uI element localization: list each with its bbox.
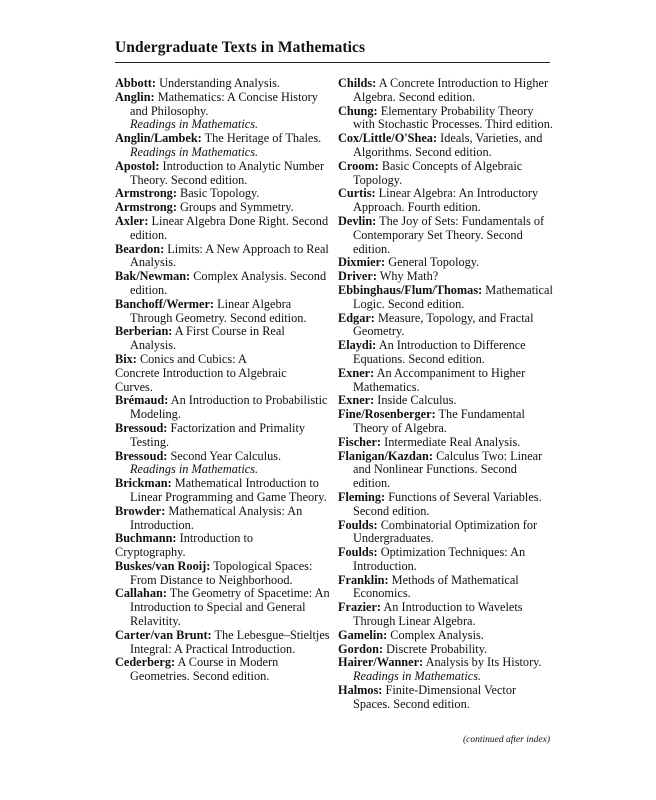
list-item [338, 450, 553, 491]
book-title-continued: Concrete Introduction to Algebraic [115, 365, 287, 380]
book-title: Elementary Probability Theory with Stochastic Processes. Third edition. [353, 103, 553, 132]
list-item [338, 284, 553, 312]
list-item [338, 187, 553, 215]
list-item [115, 298, 330, 326]
book-title-continued: Cryptography. [115, 545, 186, 560]
book-author: Bak/Newman: [115, 269, 191, 284]
book-author: Anglin: [115, 89, 155, 104]
book-author: Exner: [338, 393, 375, 408]
book-title: Linear Algebra: An Introductory Approach. Fourth edition. [353, 186, 539, 215]
book-author: Halmos: [338, 683, 383, 698]
list-item [338, 519, 553, 547]
list-item [338, 601, 553, 629]
book-entry [338, 367, 553, 395]
list-item [338, 408, 553, 436]
book-author: Berberian: [115, 324, 173, 339]
book-author: Foulds: [338, 517, 378, 532]
book-title: Finite-Dimensional Vector Spaces. Second edition. [353, 683, 517, 711]
book-entry [115, 587, 330, 628]
book-author: Driver: [338, 269, 377, 284]
book-entry [115, 450, 330, 464]
book-entry [115, 201, 330, 215]
right-column [338, 77, 553, 712]
book-author: Banchoff/Wermer: [115, 296, 215, 311]
book-title: Discrete Probability. [386, 641, 488, 656]
book-entry [338, 643, 553, 657]
book-entry [115, 394, 330, 422]
book-entry [115, 629, 330, 657]
book-author: Fine/Rosenberger: [338, 407, 436, 422]
book-title: Mathematics: A Concise History and Philosophy. [130, 89, 318, 118]
book-author: Buchmann: [115, 531, 177, 546]
book-title-continued: Curves. [115, 379, 153, 394]
book-entry [338, 394, 553, 408]
book-title: The Fundamental Theory of Algebra. [353, 407, 525, 435]
book-entry [338, 574, 553, 602]
book-entry [115, 325, 330, 353]
list-item [115, 132, 330, 160]
list-item [338, 256, 553, 270]
book-entry [338, 684, 553, 712]
book-title: Topological Spaces: From Distance to Neighborhood. [130, 558, 313, 587]
book-title: Why Math? [379, 269, 439, 284]
list-item [115, 477, 330, 505]
list-item [115, 91, 330, 132]
list-item [338, 684, 553, 712]
book-entry [338, 215, 553, 256]
book-author: Bix: [115, 351, 137, 366]
page-title: Undergraduate Texts in Mathematics [115, 39, 366, 56]
book-entry [338, 105, 553, 133]
book-title: A First Course in Real Analysis. [130, 324, 285, 353]
list-item [338, 77, 553, 105]
book-title: Intermediate Real Analysis. [384, 434, 521, 449]
book-author: Cederberg: [115, 655, 176, 670]
book-title: A Concrete Introduction to Higher Algebra. Second edition. [353, 76, 549, 104]
list-item [115, 394, 330, 422]
book-title: The Joy of Sets: Fundamentals of Contemporary Set Theory. Second edition. [353, 213, 545, 256]
book-entry [115, 422, 330, 450]
book-title: Linear Algebra Done Right. Second edition. [130, 213, 329, 242]
book-entry [115, 505, 330, 533]
book-title: The Geometry of Spacetime: An Introduction to Special and General Relavitity. [130, 586, 330, 629]
book-title: A Course in Modern Geometries. Second edition. [130, 655, 279, 684]
book-author: Devlin: [338, 213, 377, 228]
book-title: Mathematical Logic. Second edition. [353, 282, 553, 311]
book-entry [338, 519, 553, 547]
book-title: Methods of Mathematical Economics. [353, 572, 519, 601]
book-author: Frazier: [338, 600, 382, 615]
book-title: Complex Analysis. [390, 627, 484, 642]
book-entry [115, 477, 330, 505]
book-entry [115, 353, 330, 367]
book-entry [115, 656, 330, 684]
list-item [338, 436, 553, 450]
book-title: Mathematical Introduction to Linear Programming and Game Theory. [130, 476, 327, 504]
list-item [115, 422, 330, 450]
book-author: Carter/van Brunt: [115, 627, 212, 642]
book-entry [338, 656, 553, 670]
book-author: Flanigan/Kazdan: [338, 448, 433, 463]
book-title: Ideals, Varieties, and Algorithms. Second edition. [353, 131, 543, 159]
book-entry [338, 491, 553, 519]
book-entry [338, 408, 553, 436]
book-title: Second Year Calculus. [170, 448, 282, 463]
book-author: Gordon: [338, 641, 384, 656]
series-note: Readings in Mathematics. [130, 462, 259, 477]
book-entry [338, 270, 553, 284]
list-item [338, 339, 553, 367]
book-title: Calculus Two: Linear and Nonlinear Functions. Second edition. [353, 448, 543, 491]
book-author: Childs: [338, 76, 377, 90]
book-title: Inside Calculus. [377, 393, 457, 408]
list-item [115, 215, 330, 243]
list-item [115, 243, 330, 271]
book-entry [338, 546, 553, 574]
book-entry [115, 560, 330, 588]
book-author: Gamelin: [338, 627, 388, 642]
book-entry [338, 450, 553, 491]
book-title: An Introduction to Probabilistic Modeling. [130, 393, 328, 422]
book-author: Cox/Little/O'Shea: [338, 131, 438, 146]
book-author: Croom: [338, 158, 379, 173]
book-author: Ebbinghaus/Flum/Thomas: [338, 282, 483, 297]
book-title: Combinatorial Optimization for Undergraduates. [353, 517, 538, 546]
list-item [338, 491, 553, 519]
book-entry [338, 187, 553, 215]
list-item [338, 656, 553, 684]
book-title: Mathematical Analysis: An Introduction. [130, 503, 303, 532]
list-item [338, 367, 553, 395]
book-author: Elaydi: [338, 338, 377, 353]
list-item [115, 450, 330, 478]
book-title: Linear Algebra Through Geometry. Second edition. [130, 296, 307, 325]
book-title: Factorization and Primality Testing. [130, 420, 306, 449]
book-title: An Introduction to Difference Equations. Second edition. [353, 338, 526, 366]
list-item [115, 77, 330, 91]
book-entry [338, 77, 553, 105]
list-item [338, 312, 553, 340]
series-note: Readings in Mathematics. [353, 669, 482, 684]
book-entry [115, 270, 330, 298]
list-item [115, 353, 330, 394]
book-author: Bressoud: [115, 420, 168, 435]
list-item [115, 187, 330, 201]
book-title: Introduction to [179, 531, 254, 546]
list-item [115, 325, 330, 353]
list-item [338, 105, 553, 133]
book-entry [115, 77, 330, 91]
book-title: Optimization Techniques: An Introduction. [353, 545, 526, 573]
book-author: Armstrong: [115, 200, 177, 215]
list-item [338, 215, 553, 256]
book-author: Beardon: [115, 241, 165, 256]
book-title: The Lebesgue–Stieltjes Integral: A Practical Introduction. [130, 627, 330, 656]
book-author: Browder: [115, 503, 166, 518]
book-entry [338, 284, 553, 312]
book-author: Buskes/van Rooij: [115, 558, 211, 573]
book-title: Basic Topology. [180, 186, 260, 201]
list-item [115, 629, 330, 657]
book-title: General Topology. [388, 255, 480, 270]
book-entry [338, 436, 553, 450]
book-title: Measure, Topology, and Fractal Geometry. [353, 310, 534, 339]
book-author: Edgar: [338, 310, 375, 325]
book-entry [115, 532, 330, 546]
list-item [115, 587, 330, 628]
series-note: Readings in Mathematics. [130, 144, 259, 159]
list-item [338, 629, 553, 643]
book-author: Chung: [338, 103, 378, 118]
list-item [115, 160, 330, 188]
book-author: Abbott: [115, 76, 156, 90]
book-entry [115, 91, 330, 119]
book-author: Brémaud: [115, 393, 169, 408]
book-entry [115, 160, 330, 188]
book-author: Armstrong: [115, 186, 177, 201]
book-author: Brickman: [115, 476, 172, 491]
book-author: Dixmier: [338, 255, 386, 270]
book-author: Fischer: [338, 434, 382, 449]
book-title: An Introduction to Wavelets Through Linear Algebra. [353, 600, 523, 629]
list-item [338, 643, 553, 657]
book-author: Callahan: [115, 586, 167, 601]
series-note: Readings in Mathematics. [130, 117, 259, 132]
book-title: Basic Concepts of Algebraic Topology. [353, 158, 523, 187]
book-title: Analysis by Its History. [425, 655, 542, 670]
book-entry [338, 132, 553, 160]
book-entry [338, 312, 553, 340]
book-entry [115, 132, 330, 146]
list-item [338, 546, 553, 574]
title-rule [115, 62, 550, 63]
list-item [115, 505, 330, 533]
book-author: Axler: [115, 213, 149, 228]
book-author: Curtis: [338, 186, 376, 201]
book-entry [338, 160, 553, 188]
list-item [338, 394, 553, 408]
book-entry [115, 215, 330, 243]
book-title: An Accompaniment to Higher Mathematics. [353, 365, 526, 394]
book-entry [115, 187, 330, 201]
list-item [338, 132, 553, 160]
book-author: Fleming: [338, 489, 386, 504]
book-entry [115, 298, 330, 326]
left-column [115, 77, 330, 684]
book-entry [115, 243, 330, 271]
book-author: Exner: [338, 365, 375, 380]
book-author: Anglin/Lambek: [115, 131, 202, 146]
continued-note: (continued after index) [462, 735, 550, 745]
book-entry [338, 256, 553, 270]
list-item [115, 532, 330, 560]
list-item [338, 160, 553, 188]
book-entry [338, 601, 553, 629]
book-title: Understanding Analysis. [159, 76, 280, 90]
book-author: Foulds: [338, 545, 378, 560]
book-author: Bressoud: [115, 448, 168, 463]
list-item [115, 201, 330, 215]
book-title: Functions of Several Variables. Second edition. [353, 489, 542, 518]
list-item [115, 560, 330, 588]
book-author: Franklin: [338, 572, 389, 587]
book-author: Apostol: [115, 158, 160, 173]
book-title: Groups and Symmetry. [180, 200, 294, 215]
book-title: Limits: A New Approach to Real Analysis. [130, 241, 329, 270]
book-author: Hairer/Wanner: [338, 655, 424, 670]
book-title: Introduction to Analytic Number Theory. Second edition. [130, 158, 325, 187]
list-item [338, 574, 553, 602]
book-title: Conics and Cubics: A [139, 351, 247, 366]
book-entry [338, 629, 553, 643]
list-item [115, 270, 330, 298]
book-title: The Heritage of Thales. [204, 131, 322, 146]
book-entry [338, 339, 553, 367]
list-item [338, 270, 553, 284]
book-title: Complex Analysis. Second edition. [130, 269, 327, 297]
list-item [115, 656, 330, 684]
